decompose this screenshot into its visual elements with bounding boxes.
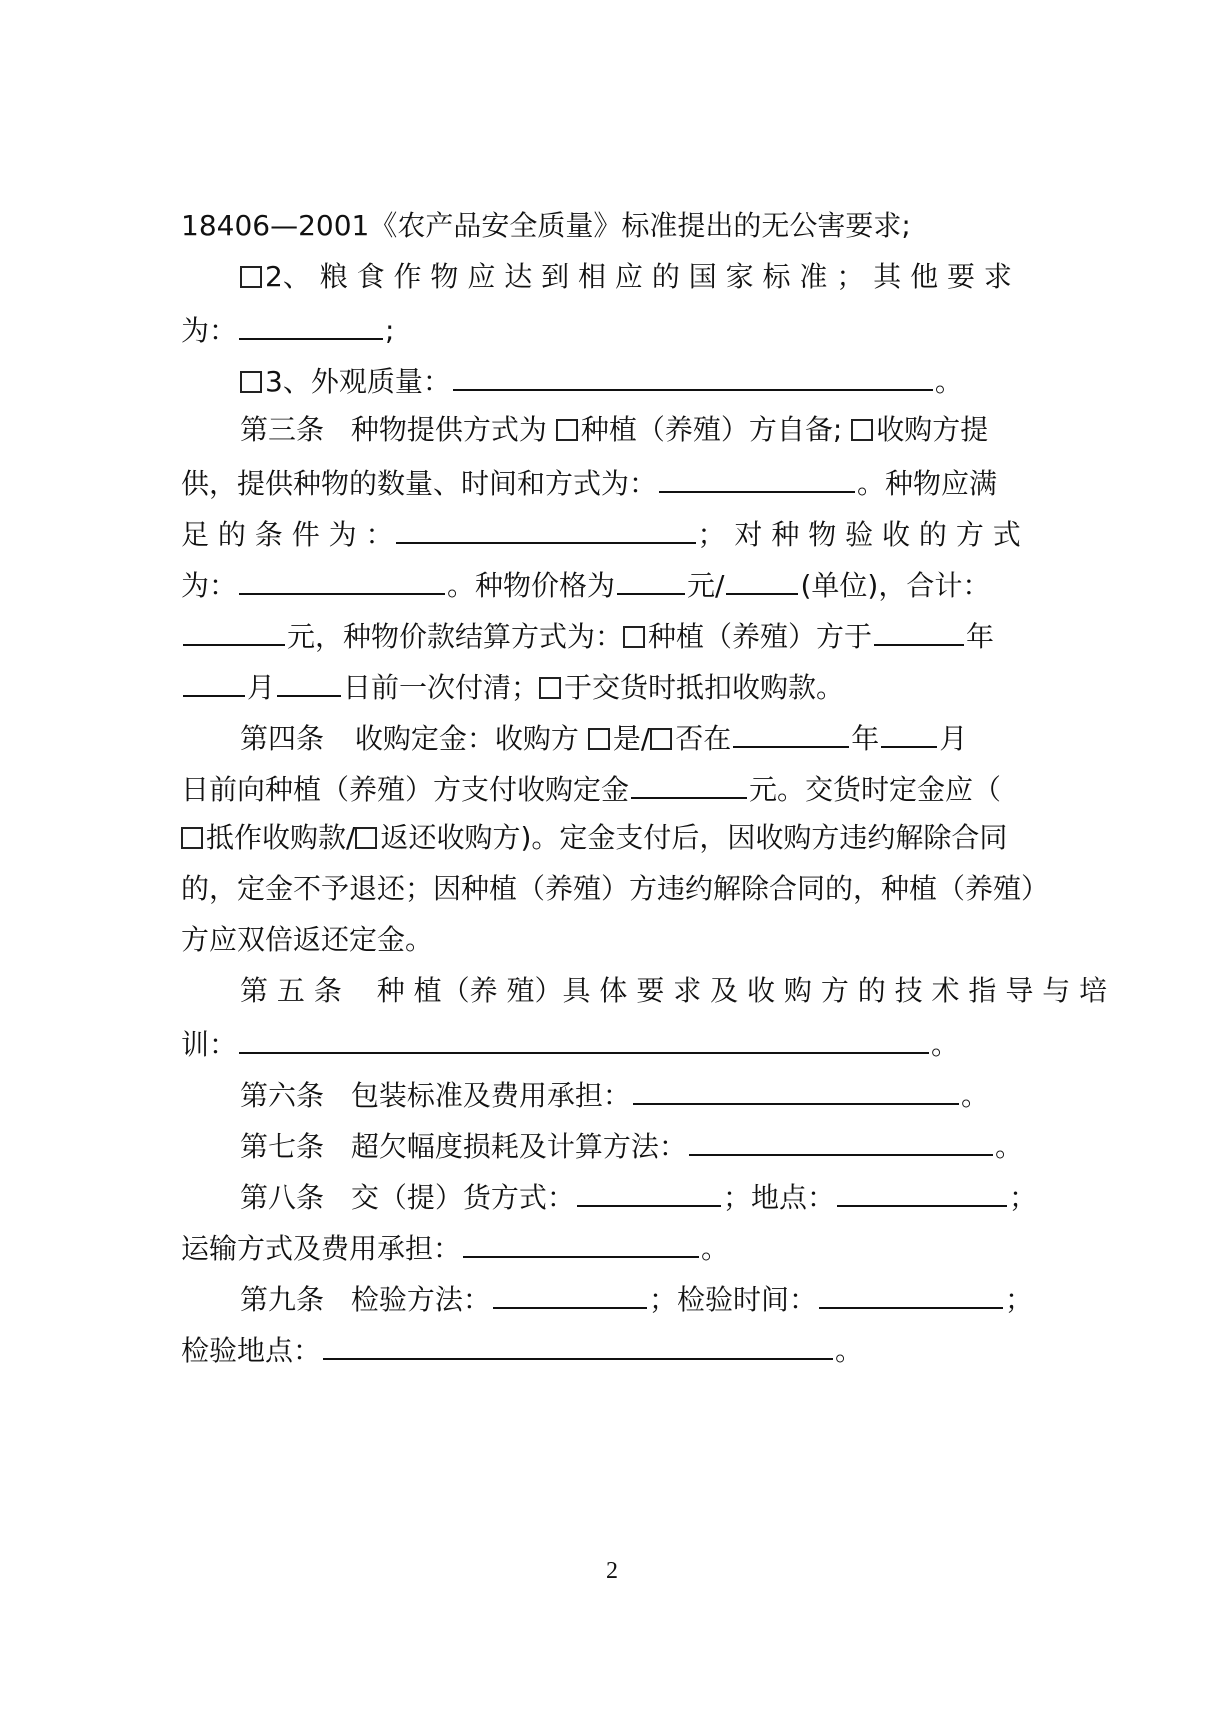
text: 是/ — [612, 722, 651, 755]
line-item-3 — [240, 359, 1049, 399]
text: 。 — [835, 1334, 864, 1367]
line-article-4-b — [181, 767, 1049, 807]
text: ； — [1008, 1181, 1037, 1214]
text: 的，定金不予退还；因种植（养殖）方违约解除合同的，种植（养殖） — [181, 872, 1050, 905]
blank-field[interactable] — [396, 512, 696, 544]
blank-field[interactable] — [837, 1175, 1007, 1207]
text: 3、外观质量： — [265, 365, 451, 398]
checkbox-buyer-supply[interactable] — [851, 419, 873, 441]
line-standard-ref — [181, 206, 1049, 246]
blank-field[interactable] — [633, 1073, 959, 1105]
checkbox-deposit-no[interactable] — [650, 728, 672, 750]
text: 。 — [934, 365, 963, 398]
line-article-3-c — [181, 512, 1049, 552]
checkbox-offset-on-delivery[interactable] — [539, 677, 561, 699]
text: 。 — [701, 1232, 730, 1265]
blank-field[interactable] — [183, 614, 285, 646]
line-article-9 — [240, 1277, 1049, 1317]
line-article-6 — [240, 1073, 1049, 1113]
blank-field[interactable] — [577, 1175, 721, 1207]
article-heading: 第三条 — [240, 413, 325, 446]
blank-field[interactable] — [493, 1277, 647, 1309]
blank-field[interactable] — [239, 308, 383, 340]
line-article-4-c — [181, 818, 1049, 858]
text: ；地点： — [722, 1181, 835, 1214]
blank-field[interactable] — [874, 614, 964, 646]
text: 训： — [181, 1028, 238, 1061]
text: 抵作收购款/ — [206, 821, 356, 854]
text: 2、 粮 食 作 物 应 达 到 相 应 的 国 家 标 准 ； 其 他 要 求 — [265, 260, 1012, 293]
text: 足 的 条 件 为 ： — [181, 518, 394, 551]
text: 交（提）货方式： — [350, 1181, 575, 1214]
checkbox-pay-before-date[interactable] — [623, 626, 645, 648]
line-article-5-b — [181, 1022, 1049, 1062]
article-heading: 第八条 — [240, 1181, 325, 1214]
blank-field[interactable] — [617, 563, 685, 595]
text: 。 — [994, 1130, 1023, 1163]
blank-field[interactable] — [659, 461, 855, 493]
text: 月 — [247, 671, 276, 704]
text: 日前一次付清； — [343, 671, 540, 704]
checkbox-self-supply[interactable] — [556, 419, 578, 441]
text: 日前向种植（养殖）方支付收购定金 — [181, 773, 630, 806]
text: 种植（养殖）方自备; — [580, 413, 843, 446]
text: 返还收购方)。定金支付后，因收购方违约解除合同 — [380, 821, 1008, 854]
text: 种物提供方式为 — [350, 413, 547, 446]
text: 为： — [181, 314, 238, 347]
text: 超欠幅度损耗及计算方法： — [350, 1130, 687, 1163]
text: 元。交货时定金应（ — [749, 773, 1002, 806]
line-article-7 — [240, 1124, 1049, 1164]
line-article-4 — [240, 716, 1049, 756]
article-heading: 第七条 — [240, 1130, 325, 1163]
blank-field[interactable] — [323, 1328, 833, 1360]
checkbox-item-3[interactable] — [240, 371, 262, 393]
line-article-3-f — [181, 665, 1049, 705]
text: 元，种物价款结算方式为： — [287, 620, 624, 653]
line-article-3-e — [181, 614, 1049, 654]
article-heading: 第四条 — [240, 722, 325, 755]
blank-field[interactable] — [183, 665, 245, 697]
text: 年 — [966, 620, 995, 653]
article-heading: 第九条 — [240, 1283, 325, 1316]
line-article-5 — [240, 971, 1108, 1011]
line-article-3 — [240, 410, 1049, 450]
blank-field[interactable] — [277, 665, 341, 697]
text: 元/ — [687, 569, 725, 602]
text: 于交货时抵扣收购款。 — [564, 671, 845, 704]
text: ；检验时间： — [648, 1283, 817, 1316]
text: 月 — [939, 722, 968, 755]
checkbox-item-2[interactable] — [240, 266, 262, 288]
blank-field[interactable] — [689, 1124, 993, 1156]
blank-field[interactable] — [819, 1277, 1003, 1309]
checkbox-deposit-yes[interactable] — [588, 728, 610, 750]
text: 为： — [181, 569, 238, 602]
text: 。 — [931, 1028, 960, 1061]
line-other-requirements — [181, 308, 1049, 348]
text: 种植（养殖）方于 — [648, 620, 873, 653]
text: 收购方提 — [876, 413, 989, 446]
line-article-3-b — [181, 461, 1049, 501]
line-article-4-e — [181, 920, 1049, 960]
text: 检验地点： — [181, 1334, 322, 1367]
article-heading: 第 五 条 — [240, 974, 342, 1007]
text: ; — [385, 314, 395, 347]
text: (单位)，合计： — [800, 569, 991, 602]
blank-field[interactable] — [453, 359, 933, 391]
text: ； — [1004, 1283, 1033, 1316]
text: 供，提供种物的数量、时间和方式为： — [181, 467, 658, 500]
line-article-4-d — [181, 869, 1049, 909]
line-article-9-b — [181, 1328, 1049, 1368]
blank-field[interactable] — [733, 716, 849, 748]
blank-field[interactable] — [239, 1022, 929, 1054]
text: 。种物价格为 — [447, 569, 616, 602]
text: 否在 — [675, 722, 732, 755]
blank-field[interactable] — [463, 1226, 699, 1258]
text: 18406—2001《农产品安全质量》标准提出的无公害要求; — [181, 209, 911, 242]
blank-field[interactable] — [631, 767, 747, 799]
text: 检验方法： — [350, 1283, 491, 1316]
article-heading: 第六条 — [240, 1079, 325, 1112]
blank-field[interactable] — [881, 716, 937, 748]
text: ； 对 种 物 验 收 的 方 式 — [697, 518, 1021, 551]
text: 运输方式及费用承担： — [181, 1232, 462, 1265]
blank-field[interactable] — [239, 563, 445, 595]
text: 种 植（养 殖）具 体 要 求 及 收 购 方 的 技 术 指 导 与 培 — [376, 974, 1108, 1007]
line-article-3-d — [181, 563, 1049, 603]
blank-field[interactable] — [726, 563, 798, 595]
text: 。种物应满 — [857, 467, 998, 500]
line-article-8-b — [181, 1226, 1049, 1266]
text: 收购定金：收购方 — [354, 722, 579, 755]
text: 方应双倍返还定金。 — [181, 923, 434, 956]
line-item-2 — [240, 257, 1049, 297]
text: 。 — [960, 1079, 989, 1112]
line-article-8 — [240, 1175, 1049, 1215]
text: 包装标准及费用承担： — [350, 1079, 631, 1112]
page-number: 2 — [606, 1558, 618, 1584]
text: 年 — [851, 722, 880, 755]
checkbox-offset-payment[interactable] — [181, 827, 203, 849]
checkbox-return-buyer[interactable] — [355, 827, 377, 849]
